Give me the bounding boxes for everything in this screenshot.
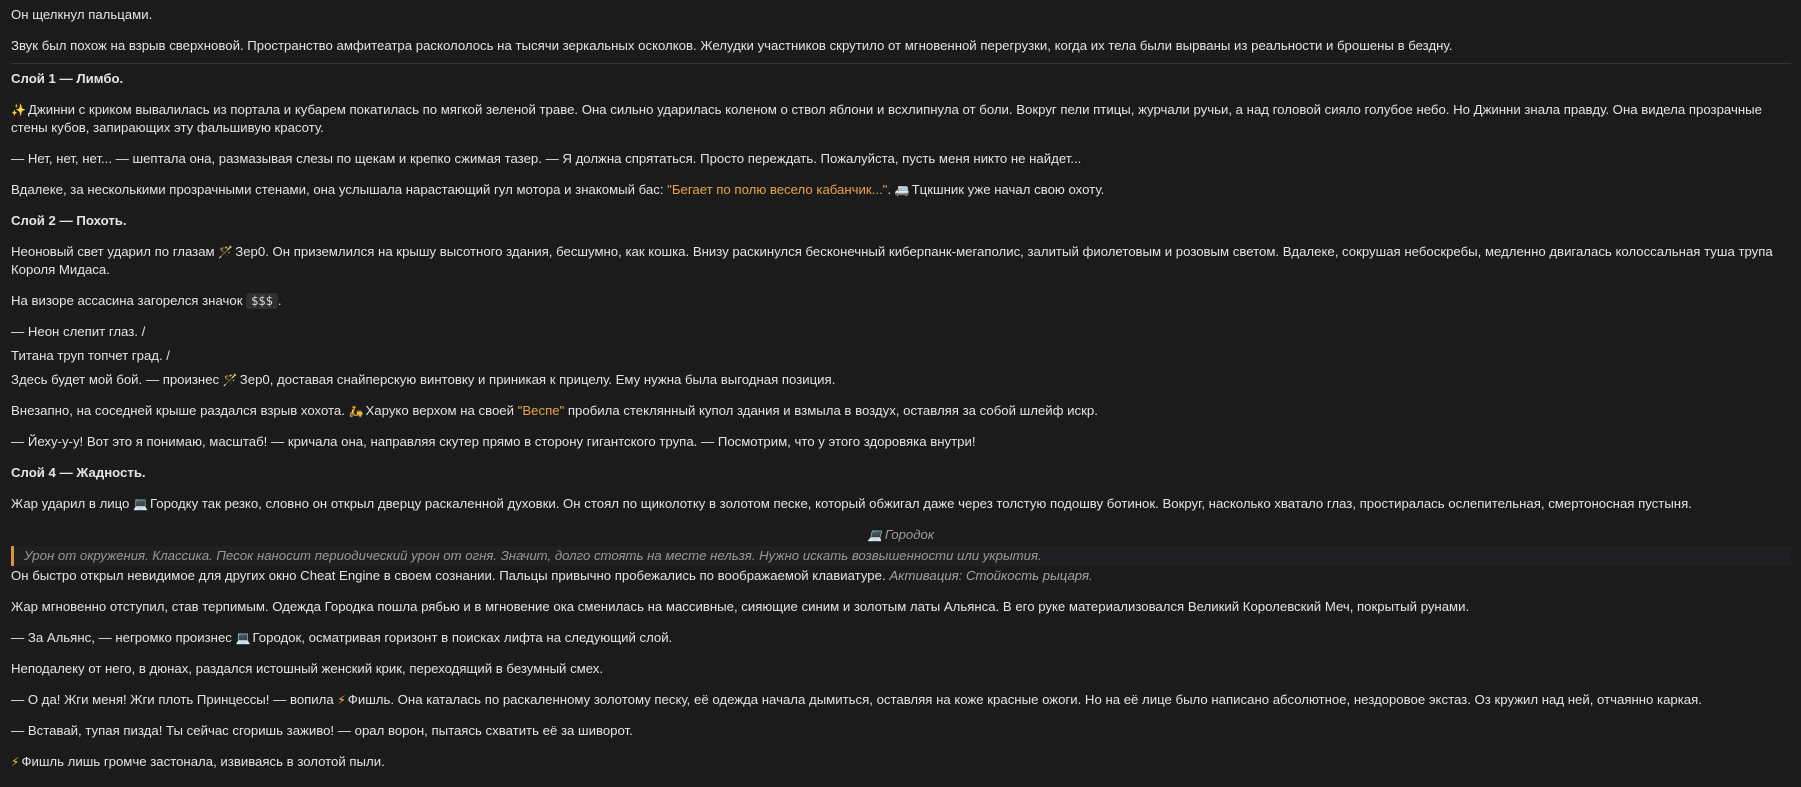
laptop-icon: 💻 xyxy=(867,528,883,542)
paragraph: ⚡ Фишль лишь громче застонала, извиваясь в золотой пыли. xyxy=(11,754,385,769)
speaker-label: 💻 Городок xyxy=(867,527,935,542)
paragraph: — Нет, нет, нет... — шептала она, размазывая слезы по щекам и крепко сжимая тазер. — Я должна спрятаться. Просто переждать. Пожалуйста, пусть меня никто не найдет... xyxy=(11,151,1082,166)
vespa-quote: "Веспе" xyxy=(517,403,565,418)
paragraph: Жар ударил в лицо 💻 Городку так резко, словно он открыл дверцу раскаленной духовки. Он стоял по щиколотку в золотом песке, который обжигал даже через толстую подошву ботинок. Вокруг, насколько хватало глаз, простиралась ослепительная, смертоносная пустыня. xyxy=(11,496,1692,511)
paragraph: Он быстро открыл невидимое для других окно Cheat Engine в своем сознании. Пальцы привычно пробежались по воображаемой клавиатуре. Активация: Стойкость рыцаря. xyxy=(11,568,1093,583)
paragraph: Неподалеку от него, в дюнах, раздался истошный женский крик, переходящий в безумный смех. xyxy=(11,661,604,676)
paragraph: Жар мгновенно отступил, став терпимым. Одежда Городка пошла рябью и в мгновение ока сменилась на массивные, сияющие синим и золотым латы Альянса. В его руке материализовался Великий Королевский Меч, покрытый рунами. xyxy=(11,599,1470,614)
paragraph: Вдалеке, за несколькими прозрачными стенами, она услышала нарастающий гул мотора и знакомый бас: "Бегает по полю весело кабанчик...". 🚐 Тцкшник уже начал свою охоту. xyxy=(11,182,1105,197)
paragraph: Внезапно, на соседней крыше раздался взрыв хохота. 🛵 Харуко верхом на своей "Веспе" пробила стеклянный купол здания и взмыла в воздух, оставляя за собой шлейф искр. xyxy=(11,403,1098,418)
lightning-icon: ⚡ xyxy=(337,693,346,707)
paragraph: — За Альянс, — негромко произнес 💻 Городок, осматривая горизонт в поисках лифта на следующий слой. xyxy=(11,630,673,645)
money-badge: $$$ xyxy=(246,293,278,309)
lightning-icon: ⚡ xyxy=(11,755,20,769)
paragraph: ✨ Джинни с криком вывалилась из портала и кубарем покатилась по мягкой зеленой траве. Она сильно ударилась коленом о ствол яблони и всхлипнула от боли. Вокруг пели птицы, журчали ручьи, а над головой сияло голубое небо. Но Джинни знала правду. Она видела прозрачные стены кубов, запирающих эту фальшивую красоту. xyxy=(11,102,1762,135)
wand-icon: 🪄 xyxy=(222,373,238,387)
laptop-icon: 💻 xyxy=(133,497,148,511)
haiku-line: Титана труп топчет град. / xyxy=(11,348,170,363)
laptop-icon: 💻 xyxy=(235,631,251,645)
scooter-icon: 🛵 xyxy=(348,404,364,418)
paragraph: Он щелкнул пальцами. xyxy=(11,7,153,22)
thought-blockquote: Урон от окружения. Классика. Песок наносит периодический урон от огня. Значит, долго стоять на месте нельзя. Нужно искать возвышенности или укрытия. xyxy=(11,546,1791,566)
paragraph: Звук был похож на взрыв сверхновой. Пространство амфитеатра раскололось на тысячи зеркальных осколков. Желудки участников скрутило от мгновенной перегрузки, когда их тела были вырваны из реальности и брошены в бездну. xyxy=(11,38,1453,53)
wand-icon: 🪄 xyxy=(218,245,234,259)
section-heading-layer-1: Слой 1 — Лимбо. xyxy=(11,71,124,86)
song-quote: "Бегает по полю весело кабанчик..." xyxy=(667,182,888,197)
paragraph: — Йеху-у-у! Вот это я понимаю, масштаб! — кричала она, направляя скутер прямо в сторону гигантского трупа. — Посмотрим, что у этого здоровяка внутри! xyxy=(11,434,976,449)
haiku-line: — Неон слепит глаз. / xyxy=(11,324,146,339)
paragraph: — О да! Жги меня! Жги плоть Принцессы! — вопила ⚡ Фишль. Она каталась по раскаленному золотому песку, её одежда начала дымиться, оставляя на коже красные ожоги. Но на её лице было написано абсолютное, нездоровое экстаз. Оз кружил над ней, отчаянно каркая. xyxy=(11,692,1702,707)
paragraph: Здесь будет мой бой. — произнес 🪄 Зер0, доставая снайперскую винтовку и приникая к прицелу. Ему нужна была выгодная позиция. xyxy=(11,372,836,387)
section-heading-layer-2: Слой 2 — Похоть. xyxy=(11,213,127,228)
wand-icon: ✨ xyxy=(11,103,26,117)
paragraph: — Вставай, тупая пизда! Ты сейчас сгоришь заживо! — орал ворон, пытаясь схватить её за шиворот. xyxy=(11,723,633,738)
bus-icon: 🚐 xyxy=(894,183,910,197)
divider xyxy=(11,63,1791,64)
paragraph: Неоновый свет ударил по глазам 🪄 Зер0. Он приземлился на крышу высотного здания, бесшумно, как кошка. Внизу раскинулся бесконечный киберпанк-мегаполис, залитый фиолетовым и розовым светом. Вдалеке, сокрушая небоскребы, медленно двигалась колоссальная туша трупа Короля Мидаса. xyxy=(11,244,1773,277)
paragraph: На визоре ассасина загорелся значок $$$ . xyxy=(11,293,282,308)
activation-note: Активация: Стойкость рыцаря. xyxy=(889,568,1093,583)
section-heading-layer-4: Слой 4 — Жадность. xyxy=(11,465,146,480)
